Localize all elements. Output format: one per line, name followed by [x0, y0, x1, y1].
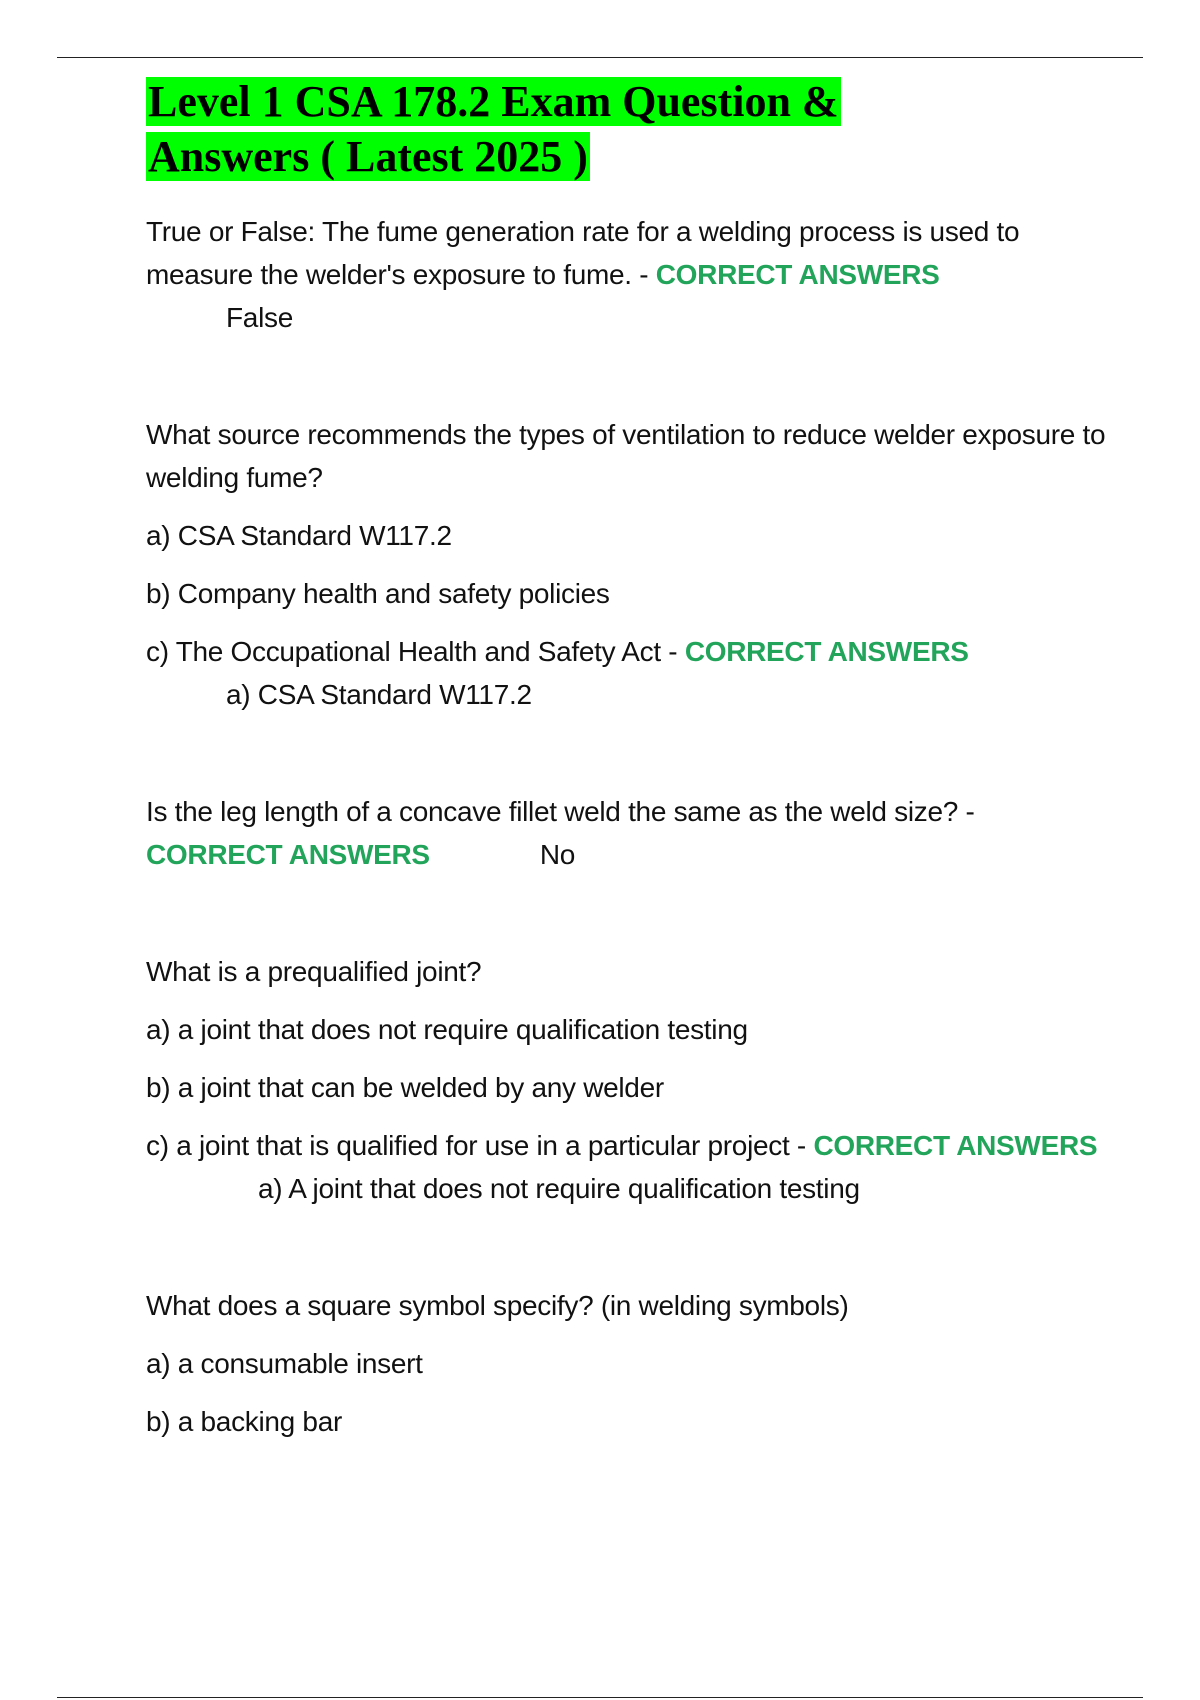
question-block-2	[146, 413, 1116, 716]
question-4-option-c-text: c) a joint that is qualified for use in a particular project -	[146, 1130, 806, 1161]
question-2-option-a: a) CSA Standard W117.2	[146, 520, 452, 551]
question-3-text-body: Is the leg length of a concave fillet weld the same as the weld size? -	[146, 796, 975, 827]
question-2-answer: a) CSA Standard W117.2	[226, 679, 532, 710]
question-2-text: What source recommends the types of ventilation to reduce welder exposure to welding fume?	[146, 419, 1106, 493]
question-5-option-b: b) a backing bar	[146, 1406, 342, 1437]
correct-answers-tag: CORRECT ANSWERS	[146, 839, 430, 870]
question-3-answer: No	[539, 839, 576, 870]
question-2-option-c	[146, 630, 1116, 673]
title-line-1: Level 1 CSA 178.2 Exam Question &	[148, 77, 839, 126]
question-4-answer: a) A joint that does not require qualification testing	[258, 1173, 860, 1204]
question-block-1	[146, 210, 1116, 339]
question-4-text: What is a prequalified joint?	[146, 956, 482, 987]
document-title	[146, 74, 1116, 184]
question-block-5	[146, 1284, 1116, 1443]
question-4-option-a: a) a joint that does not require qualification testing	[146, 1014, 748, 1045]
top-rule	[57, 57, 1143, 58]
question-block-3	[146, 790, 1116, 876]
question-1-answer: False	[226, 302, 293, 333]
document-page	[146, 74, 1116, 1517]
title-line-2: Answers ( Latest 2025 )	[148, 132, 588, 181]
question-3-text	[146, 790, 1116, 876]
bottom-rule	[57, 1697, 1143, 1698]
correct-answers-tag: CORRECT ANSWERS	[684, 636, 969, 667]
question-2-option-c-text: c) The Occupational Health and Safety Act -	[146, 636, 678, 667]
correct-answers-tag: CORRECT ANSWERS	[813, 1130, 1098, 1161]
correct-answers-tag: CORRECT ANSWERS	[655, 259, 940, 290]
question-4-option-c	[146, 1124, 1116, 1210]
question-2-option-b: b) Company health and safety policies	[146, 578, 610, 609]
question-4-option-b: b) a joint that can be welded by any welder	[146, 1072, 664, 1103]
question-5-option-a: a) a consumable insert	[146, 1348, 423, 1379]
question-block-4	[146, 950, 1116, 1210]
question-text	[146, 210, 1116, 296]
question-5-text: What does a square symbol specify? (in welding symbols)	[146, 1290, 849, 1321]
question-1-text: True or False: The fume generation rate for a welding process is used to measure the welder's exposure to fume. -	[146, 216, 1020, 290]
